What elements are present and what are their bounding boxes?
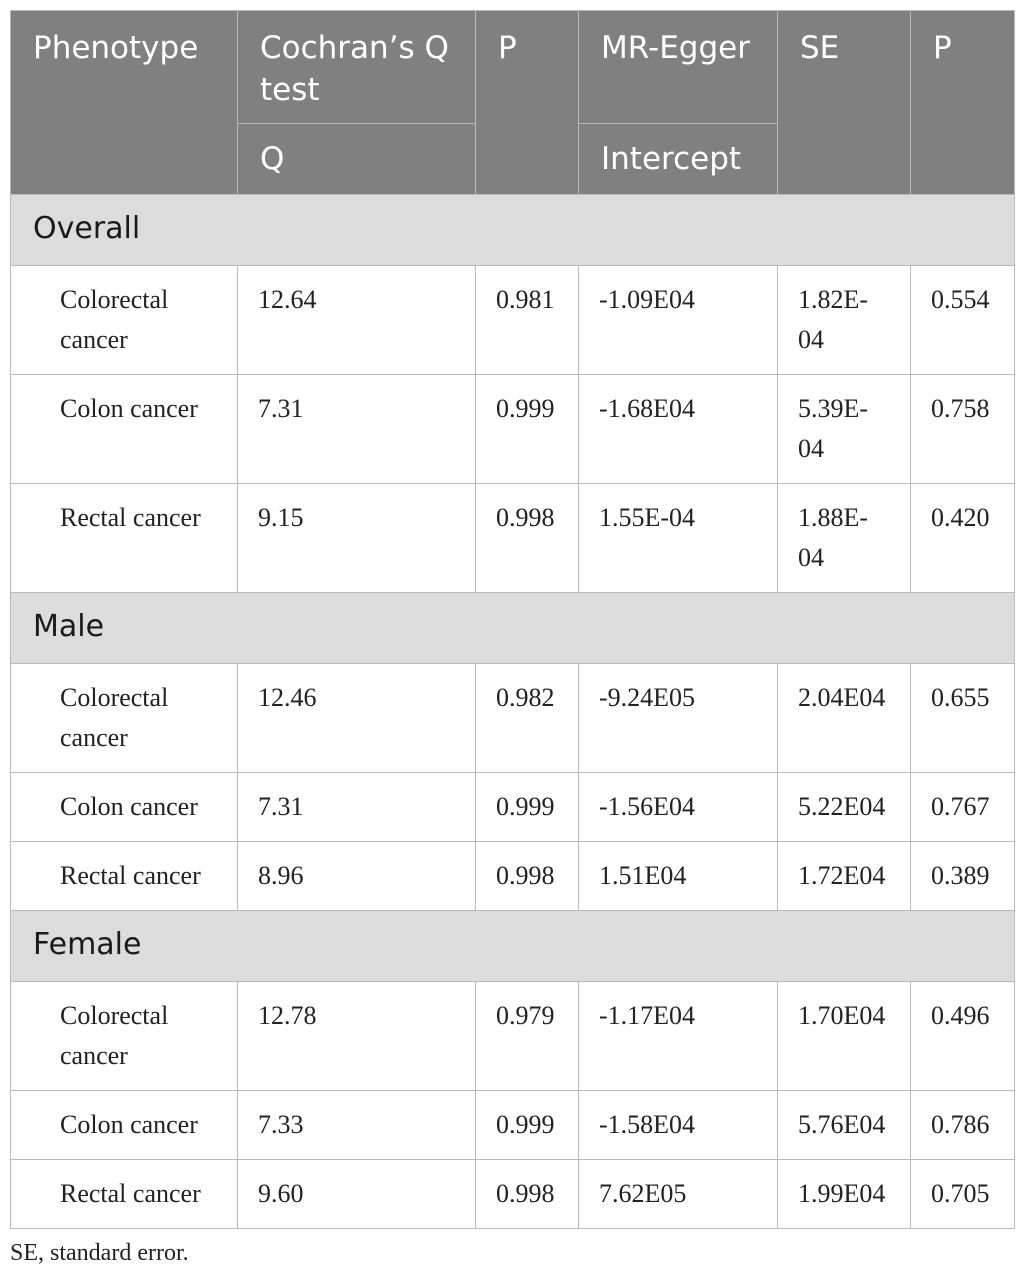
cell-p: 0.981 — [476, 266, 579, 375]
cell-p: 0.998 — [476, 1160, 579, 1229]
cell-q: 8.96 — [238, 842, 476, 911]
cell-phenotype: Colon cancer — [11, 1091, 238, 1160]
cell-p: 0.998 — [476, 842, 579, 911]
table-row — [11, 1091, 1015, 1160]
cell-se: 1.88E-04 — [778, 484, 911, 593]
header-mr-egger: MR-Egger — [579, 11, 778, 124]
cell-p: 0.999 — [476, 1091, 579, 1160]
cell-intercept: -1.58E04 — [579, 1091, 778, 1160]
cell-phenotype: Rectal cancer — [11, 484, 238, 593]
table-header — [11, 11, 1015, 195]
cell-p2: 0.758 — [911, 375, 1015, 484]
cell-phenotype: Colon cancer — [11, 375, 238, 484]
header-phenotype: Phenotype — [11, 11, 238, 195]
cell-se: 1.99E04 — [778, 1160, 911, 1229]
group-row-female — [11, 911, 1015, 982]
results-table — [10, 10, 1015, 1229]
cell-p2: 0.389 — [911, 842, 1015, 911]
cell-p2: 0.554 — [911, 266, 1015, 375]
cell-intercept: -1.56E04 — [579, 773, 778, 842]
cell-phenotype: Colorectal cancer — [11, 664, 238, 773]
cell-q: 12.78 — [238, 982, 476, 1091]
cell-intercept: -1.09E04 — [579, 266, 778, 375]
cell-phenotype: Colorectal cancer — [11, 266, 238, 375]
cell-se: 5.22E04 — [778, 773, 911, 842]
group-row-male — [11, 593, 1015, 664]
header-p-egger: P — [911, 11, 1015, 195]
cell-p: 0.998 — [476, 484, 579, 593]
cell-p: 0.999 — [476, 375, 579, 484]
cell-se: 5.76E04 — [778, 1091, 911, 1160]
header-row-1 — [11, 11, 1015, 124]
table-row — [11, 266, 1015, 375]
cell-intercept: -1.68E04 — [579, 375, 778, 484]
cell-intercept: -1.17E04 — [579, 982, 778, 1091]
group-row-overall — [11, 195, 1015, 266]
cell-q: 7.33 — [238, 1091, 476, 1160]
cell-p: 0.982 — [476, 664, 579, 773]
cell-intercept: 7.62E05 — [579, 1160, 778, 1229]
cell-se: 2.04E04 — [778, 664, 911, 773]
group-label: Female — [11, 911, 1015, 982]
cell-se: 1.82E-04 — [778, 266, 911, 375]
cell-se: 1.70E04 — [778, 982, 911, 1091]
cell-se: 1.72E04 — [778, 842, 911, 911]
header-cochran-q-test: Cochran’s Q test — [238, 11, 476, 124]
table-row — [11, 982, 1015, 1091]
cell-phenotype: Colorectal cancer — [11, 982, 238, 1091]
table-row — [11, 664, 1015, 773]
cell-q: 7.31 — [238, 375, 476, 484]
cell-intercept: 1.55E-04 — [579, 484, 778, 593]
table-footnote: SE, standard error. — [10, 1240, 189, 1266]
cell-p2: 0.767 — [911, 773, 1015, 842]
header-q: Q — [238, 124, 476, 195]
table-row — [11, 1160, 1015, 1229]
cell-p: 0.979 — [476, 982, 579, 1091]
cell-q: 9.15 — [238, 484, 476, 593]
cell-p2: 0.786 — [911, 1091, 1015, 1160]
group-label: Male — [11, 593, 1015, 664]
cell-q: 12.64 — [238, 266, 476, 375]
cell-p2: 0.655 — [911, 664, 1015, 773]
header-se: SE — [778, 11, 911, 195]
cell-p2: 0.420 — [911, 484, 1015, 593]
header-intercept: Intercept — [579, 124, 778, 195]
table-row — [11, 484, 1015, 593]
cell-q: 7.31 — [238, 773, 476, 842]
cell-intercept: 1.51E04 — [579, 842, 778, 911]
cell-se: 5.39E-04 — [778, 375, 911, 484]
cell-phenotype: Rectal cancer — [11, 1160, 238, 1229]
group-label: Overall — [11, 195, 1015, 266]
cell-q: 12.46 — [238, 664, 476, 773]
table-row — [11, 842, 1015, 911]
cell-p2: 0.496 — [911, 982, 1015, 1091]
table-row — [11, 773, 1015, 842]
cell-phenotype: Rectal cancer — [11, 842, 238, 911]
cell-p2: 0.705 — [911, 1160, 1015, 1229]
header-p-cochran: P — [476, 11, 579, 195]
cell-p: 0.999 — [476, 773, 579, 842]
table-body — [11, 195, 1015, 1229]
cell-intercept: -9.24E05 — [579, 664, 778, 773]
table-row — [11, 375, 1015, 484]
cell-q: 9.60 — [238, 1160, 476, 1229]
cell-phenotype: Colon cancer — [11, 773, 238, 842]
